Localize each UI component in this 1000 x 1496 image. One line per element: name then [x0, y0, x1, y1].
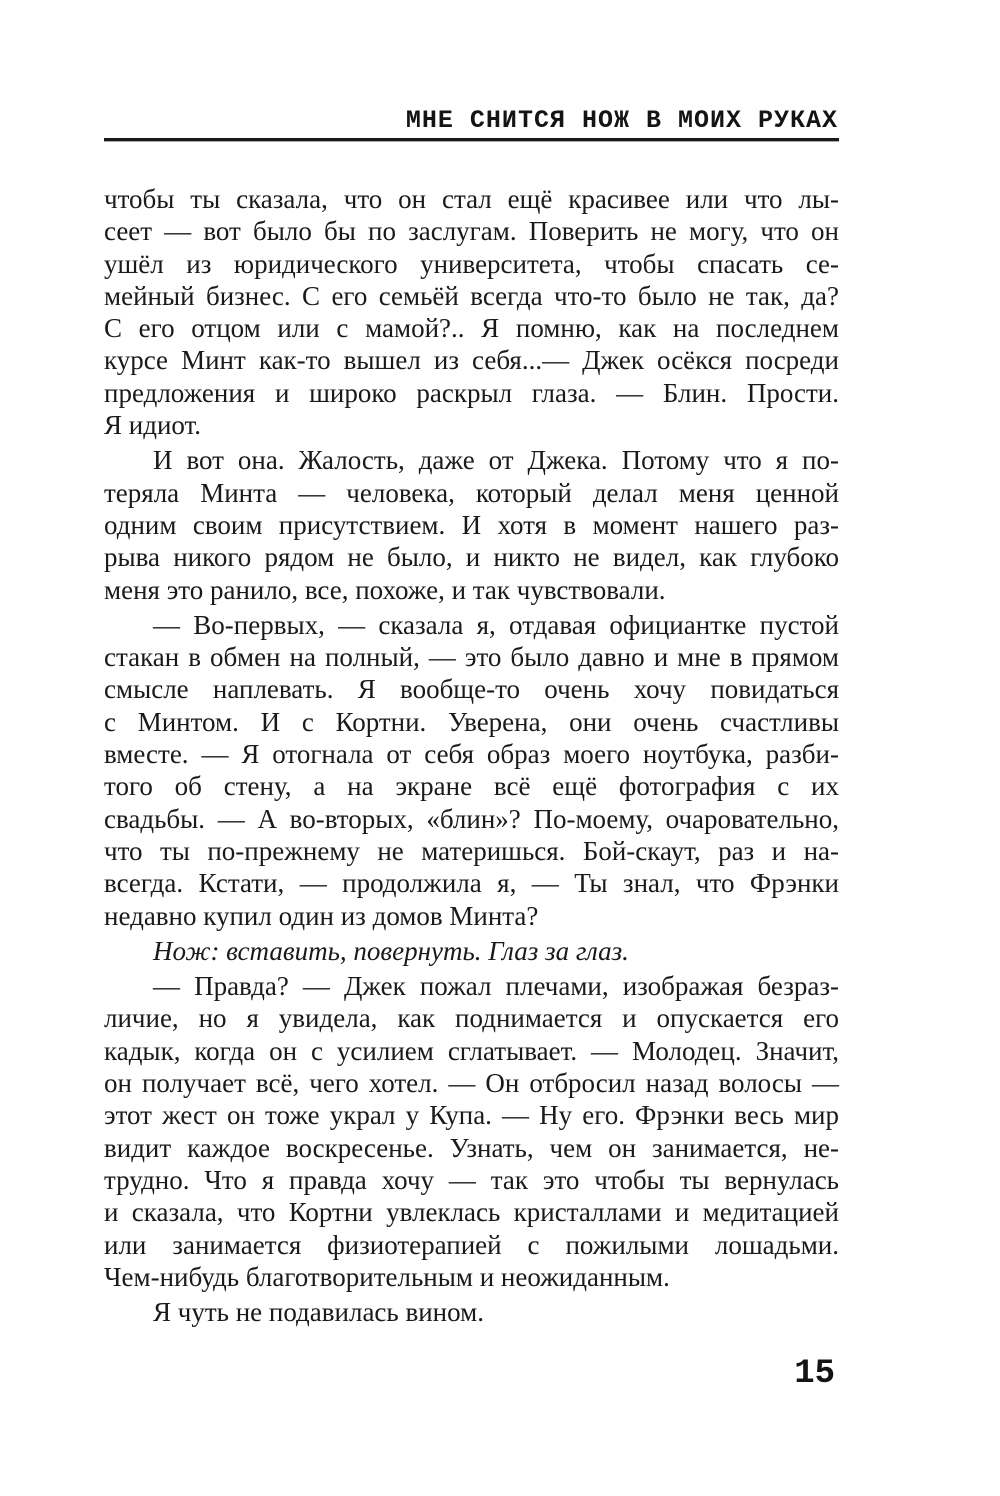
body-text	[104, 183, 839, 1328]
page-number: 15	[794, 1355, 835, 1393]
text-line: или занимается физиотерапией с пожилыми лошадьми.	[104, 1229, 839, 1260]
text-line: меня это ранило, все, похоже, и так чувствовали.	[104, 574, 666, 605]
text-line: видит каждое воскресенье. Узнать, чем он занимается, не-	[104, 1132, 839, 1163]
text-line: стакан в обмен на полный, — это было давно и мне в прямом	[104, 642, 839, 673]
text-line: ушёл из юридического университета, чтобы спасать се-	[104, 248, 839, 279]
text-line: личие, но я увидела, как поднимается и опускается его	[104, 1003, 839, 1034]
paragraph	[104, 935, 839, 967]
text-line: сеет — вот было бы по заслугам. Поверить не могу, что он	[104, 216, 839, 247]
header-rule	[104, 138, 839, 141]
text-line: он получает всё, чего хотел. — Он отбросил назад волосы —	[104, 1068, 839, 1099]
paragraph	[104, 183, 839, 441]
text-line: Нож: вставить, повернуть. Глаз за глаз.	[153, 935, 629, 966]
text-line: чтобы ты сказала, что он стал ещё красивее или что лы-	[104, 184, 839, 214]
text-line: — Во-первых, — сказала я, отдавая официантке пустой	[153, 609, 839, 640]
text-line: предложения и широко раскрыл глаза. — Блин. Прости.	[104, 377, 839, 408]
text-line: курсе Минт как-то вышел из себя...— Джек осёкся посреди	[104, 345, 839, 376]
text-line: Я чуть не подавилась вином.	[153, 1297, 484, 1328]
text-line: этот жест он тоже украл у Купа. — Ну его. Фрэнки весь мир	[104, 1100, 839, 1131]
text-line: трудно. Что я правда хочу — так это чтобы ты вернулась	[104, 1164, 839, 1195]
running-head: МНЕ СНИТСЯ НОЖ В МОИХ РУКАХ	[405, 106, 838, 135]
text-line: теряла Минта — человека, который делал меня ценной	[104, 477, 839, 508]
text-line: мейный бизнес. С его семьёй всегда что-то было не так, да?	[104, 280, 839, 311]
text-line: того об стену, а на экране всё ещё фотография с их	[104, 771, 839, 802]
text-line: недавно купил один из домов Минта?	[104, 900, 539, 931]
text-line: рыва никого рядом не было, и никто не видел, как глубоко	[104, 542, 839, 573]
text-line: вместе. — Я отогнала от себя образ моего ноутбука, разби-	[104, 739, 839, 770]
text-line: с Минтом. И с Кортни. Уверена, они очень счастливы	[104, 706, 839, 737]
text-line: Чем-нибудь благотворительным и неожиданным.	[104, 1261, 670, 1292]
text-line: — Правда? — Джек пожал плечами, изображая безраз-	[153, 971, 839, 1002]
text-line: кадык, когда он с усилием сглатывает. — Молодец. Значит,	[104, 1035, 839, 1066]
text-line: С его отцом или с мамой?.. Я помню, как на последнем	[104, 313, 839, 344]
text-line: смысле наплевать. Я вообще-то очень хочу повидаться	[104, 674, 839, 705]
text-line: одним своим присутствием. И хотя в момент нашего раз-	[104, 509, 839, 540]
paragraph	[104, 970, 839, 1293]
text-line: и сказала, что Кортни увлеклась кристаллами и медитацией	[104, 1197, 839, 1228]
text-line: всегда. Кстати, — продолжила я, — Ты знал, что Фрэнки	[104, 868, 839, 899]
text-line: что ты по-прежнему не материшься. Бой-скаут, раз и на-	[104, 835, 839, 866]
paragraph	[104, 609, 839, 932]
text-line: Я идиот.	[104, 410, 202, 441]
paragraph	[104, 444, 839, 605]
text-line: И вот она. Жалость, даже от Джека. Потому что я по-	[153, 445, 839, 476]
text-line: свадьбы. — А во-вторых, «блин»? По-моему, очаровательно,	[104, 803, 839, 834]
paragraph	[104, 1296, 839, 1328]
